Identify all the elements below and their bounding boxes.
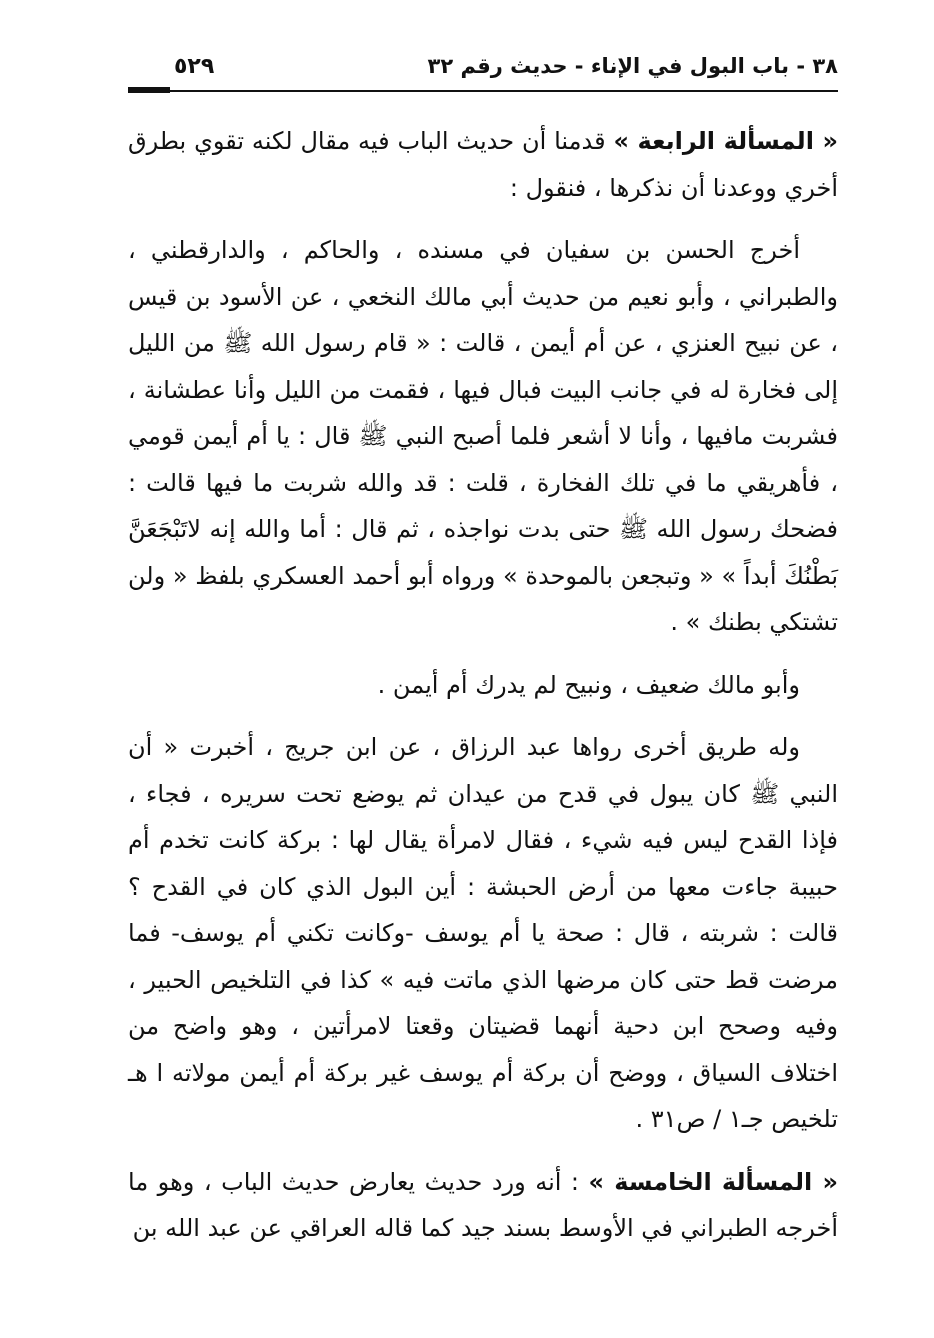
section-heading: « المسألة الرابعة » [613,127,838,155]
page-number: ٥٢٩ [174,54,215,79]
header-rule-accent [128,87,170,93]
chapter-title: ٣٨ - باب البول في الإناء - حديث رقم ٣٢ [427,54,838,78]
paragraph [128,118,838,211]
paragraph-text: وأبو مالك ضعيف ، ونبيح لم يدرك أم أيمن . [377,670,800,699]
section-heading: « المسألة الخامسة » [588,1167,838,1196]
paragraph-text: أخرج الحسن بن سفيان في مسنده ، والحاكم ، والدارقطني ، والطبراني ، وأبو نعيم من حديث أبي مالك النخعي ، عن الأسود بن قيس ، عن نبيح العنزي ، عن أم أيمن ، قالت : « قام رسول الله ﷺ من الليل إلى فخارة له في جانب البيت فبال فيها ، فقمت من الليل وأنا عطشانة ، فشربت مافيها ، وأنا لا أشعر فلما أصبح النبي ﷺ قال : يا أم أيمن قومي ، فأهريقي ما في تلك الفخارة ، قلت : قد والله شربت ما فيها قالت : فضحك رسول الله ﷺ حتى بدت نواجذه ، ثم قال : أما والله إنه لاتَبْجَعَنَّ بَطْنُكَ أبداً » « وتبجعن بالموحدة » ورواه أبو أحمد العسكري بلفظ « ولن تشتكي بطنك » . [128,236,838,636]
paragraph-text: : أنه ورد حديث يعارض حديث الباب ، وهو ما أخرجه الطبراني في الأوسط بسند جيد كما قاله العراقي عن عبد الله بن [128,1167,838,1242]
header-rule [128,90,838,92]
paragraph [128,724,838,1143]
paragraph [128,1159,838,1252]
paragraph-text: قدمنا أن حديث الباب فيه مقال لكنه تقوي بطرق أخري ووعدنا أن نذكرها ، فنقول : [128,127,838,202]
paragraph [128,662,838,709]
body-text [128,118,838,1268]
paragraph [128,227,838,646]
running-header [128,52,838,100]
paragraph-text: وله طريق أخرى رواها عبد الرزاق ، عن ابن جريج ، أخبرت « أن النبي ﷺ كان يبول في قدح من عيدان ثم يوضع تحت سريره ، فجاء ، فإذا القدح ليس فيه شيء ، فقال لامرأة يقال لها : بركة كانت تخدم أم حبيبة جاءت معها من أرض الحبشة : أين البول الذي كان في القدح ؟ قالت : شربته ، قال : صحة يا أم يوسف -وكانت تكني أم يوسف- فما مرضت قط حتى كان مرضها الذي ماتت فيه » كذا في التلخيص الحبير ، وفيه وصحح ابن دحية أنهما قضيتان وقعتا لامرأتين ، وهو واضح من اختلاف السياق ، ووضح أن بركة أم يوسف غير بركة أم أيمن مولاته ا هـ تلخيص جـ١ / ص٣١ . [128,733,838,1133]
